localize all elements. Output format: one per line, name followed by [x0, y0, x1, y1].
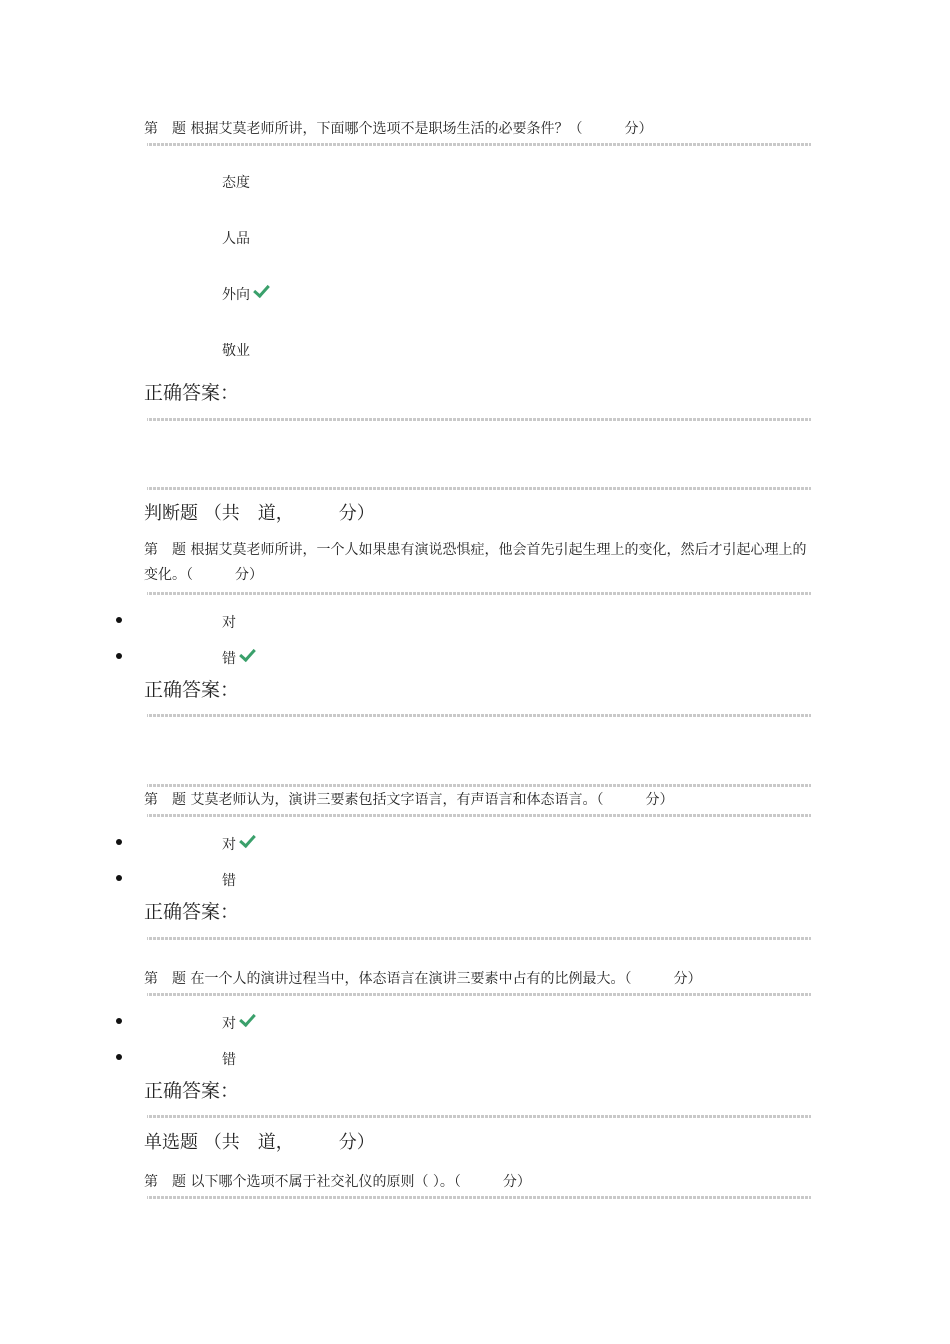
divider	[141, 784, 811, 787]
answer-label: 正确答案：	[144, 1080, 240, 1102]
bullet	[116, 617, 122, 623]
q3-option-2[interactable]: 错	[222, 873, 236, 889]
q3-option-1-label: 对	[222, 837, 236, 853]
question-1-text: 第 题 根据艾莫老师所讲，下面哪个选项不是职场生活的必要条件？（ 分）	[144, 121, 653, 137]
q2-option-2-label: 错	[222, 651, 236, 667]
divider	[141, 714, 811, 717]
question-2-text: 第 题 根据艾莫老师所讲，一个人如果患有演说恐惧症，他会首先引起生理上的变化，然后才引起心理上的变化。（ 分）	[144, 542, 807, 583]
q1-option-4[interactable]: 敬业	[222, 343, 250, 359]
section-title-judge: 判断题 （共 道， 分）	[144, 503, 375, 524]
question-4-text: 第 题 在一个人的演讲过程当中，体态语言在演讲三要素中占有的比例最大。（ 分）	[144, 971, 702, 987]
check-icon	[253, 281, 270, 298]
question-5-text: 第 题 以下哪个选项不属于社交礼仪的原则（ ）。（ 分）	[144, 1174, 531, 1190]
bullet	[116, 1018, 122, 1024]
q4-option-2[interactable]: 错	[222, 1052, 236, 1068]
answer-label: 正确答案：	[144, 382, 240, 404]
divider	[141, 1115, 811, 1118]
q1-option-2[interactable]: 人品	[222, 231, 250, 247]
divider	[141, 993, 811, 996]
divider	[141, 487, 811, 490]
section-title-single: 单选题 （共 道， 分）	[144, 1132, 375, 1153]
q1-option-1[interactable]: 态度	[222, 175, 250, 191]
check-icon	[239, 645, 256, 662]
divider	[141, 937, 811, 940]
q2-option-1[interactable]: 对	[222, 615, 236, 631]
divider	[141, 143, 811, 146]
bullet	[116, 1054, 122, 1060]
divider	[141, 814, 811, 817]
q4-option-1[interactable]	[222, 1013, 255, 1033]
check-icon	[239, 1010, 256, 1027]
question-3-text: 第 题 艾莫老师认为，演讲三要素包括文字语言，有声语言和体态语言。（ 分）	[144, 792, 674, 808]
q4-option-1-label: 对	[222, 1016, 236, 1032]
check-icon	[239, 831, 256, 848]
answer-label: 正确答案：	[144, 679, 240, 701]
q3-option-1[interactable]	[222, 834, 255, 854]
q1-option-3[interactable]	[222, 284, 269, 304]
bullet	[116, 839, 122, 845]
bullet	[116, 875, 122, 881]
bullet	[116, 653, 122, 659]
divider	[141, 592, 811, 595]
q1-option-3-label: 外向	[222, 287, 250, 303]
divider	[141, 418, 811, 421]
answer-label: 正确答案：	[144, 901, 240, 923]
divider	[141, 1196, 811, 1199]
q2-option-2[interactable]	[222, 648, 255, 668]
